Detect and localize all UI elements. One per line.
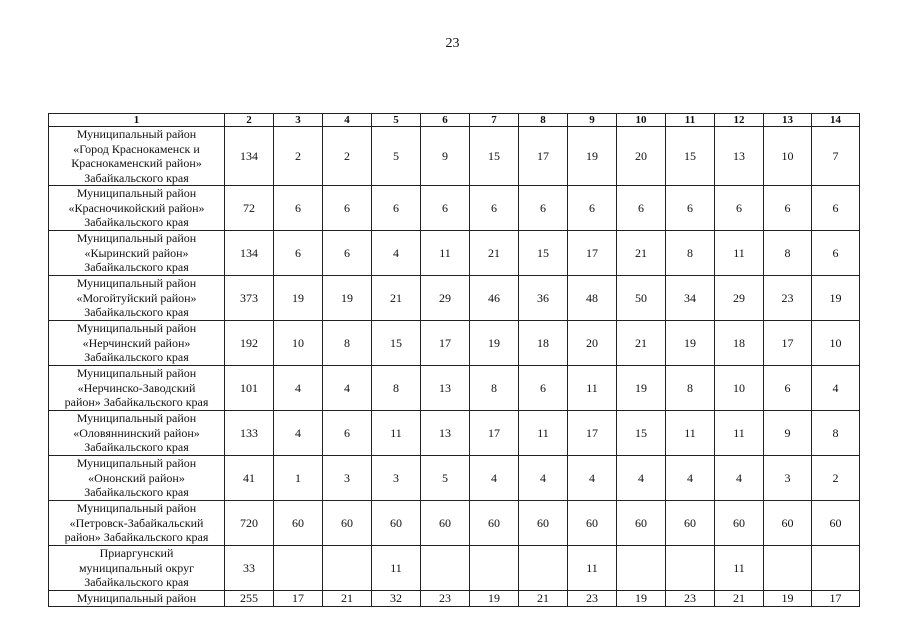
- value-cell: 6: [323, 231, 372, 276]
- value-cell: 20: [568, 321, 617, 366]
- value-cell: [666, 546, 715, 591]
- value-cell: 4: [715, 456, 764, 501]
- district-name-cell: [49, 456, 225, 501]
- value-cell: 46: [470, 276, 519, 321]
- district-name-line: «Красночикойский район»: [68, 200, 205, 215]
- value-cell: 11: [666, 411, 715, 456]
- district-name-line: «Оловяннинский район»: [73, 425, 200, 440]
- table-row: [49, 501, 860, 546]
- district-name-cell: [49, 501, 225, 546]
- value-cell: 60: [519, 501, 568, 546]
- value-cell: 6: [764, 366, 812, 411]
- district-name-line: Муниципальный район: [76, 366, 197, 381]
- value-cell: 192: [225, 321, 274, 366]
- district-name-line: Приаргунский: [99, 546, 174, 561]
- value-cell: 13: [715, 127, 764, 186]
- district-name-line: Краснокаменский район»: [71, 156, 202, 170]
- district-name-line: Забайкальского края: [84, 260, 189, 275]
- table-row: [49, 321, 860, 366]
- value-cell: [274, 546, 323, 591]
- column-header: 7: [470, 114, 519, 127]
- column-header: 6: [421, 114, 470, 127]
- district-name-line: район» Забайкальского края: [64, 530, 209, 545]
- value-cell: 4: [617, 456, 666, 501]
- value-cell: 10: [274, 321, 323, 366]
- table-row: [49, 231, 860, 276]
- value-cell: 4: [568, 456, 617, 501]
- column-header: 12: [715, 114, 764, 127]
- district-name-line: «Ононский район»: [88, 470, 185, 485]
- value-cell: 21: [617, 321, 666, 366]
- district-name-line: Забайкальского края: [84, 215, 189, 230]
- value-cell: 19: [764, 591, 812, 607]
- value-cell: 60: [666, 501, 715, 546]
- value-cell: [323, 546, 372, 591]
- district-name-cell: [49, 366, 225, 411]
- district-name-line: «Кыринский район»: [84, 245, 189, 260]
- value-cell: 11: [372, 411, 421, 456]
- value-cell: 11: [372, 546, 421, 591]
- value-cell: 21: [323, 591, 372, 607]
- value-cell: 4: [372, 231, 421, 276]
- value-cell: 3: [372, 456, 421, 501]
- value-cell: 21: [715, 591, 764, 607]
- district-name-line: район» Забайкальского края: [64, 395, 209, 410]
- district-name-line: Муниципальный район: [76, 127, 197, 141]
- value-cell: 6: [666, 186, 715, 231]
- value-cell: 60: [617, 501, 666, 546]
- value-cell: 15: [372, 321, 421, 366]
- value-cell: 1: [274, 456, 323, 501]
- value-cell: 36: [519, 276, 568, 321]
- district-name-line: Муниципальный район: [76, 186, 197, 201]
- district-name-line: Муниципальный район: [76, 321, 197, 336]
- value-cell: 2: [812, 456, 860, 501]
- column-header: 5: [372, 114, 421, 127]
- district-name-line: «Город Краснокаменск и: [73, 141, 200, 156]
- district-name-line: Муниципальный район: [76, 276, 197, 291]
- value-cell: 11: [568, 546, 617, 591]
- value-cell: 8: [323, 321, 372, 366]
- value-cell: 101: [225, 366, 274, 411]
- value-cell: 17: [568, 231, 617, 276]
- value-cell: 10: [812, 321, 860, 366]
- value-cell: 19: [470, 321, 519, 366]
- value-cell: 11: [568, 366, 617, 411]
- value-cell: 6: [421, 186, 470, 231]
- value-cell: 7: [812, 127, 860, 186]
- district-name-line: Забайкальского края: [84, 485, 189, 500]
- value-cell: 23: [764, 276, 812, 321]
- value-cell: 15: [666, 127, 715, 186]
- district-name-cell: [49, 186, 225, 231]
- district-name-line: «Нерчинско-Заводский: [77, 380, 196, 395]
- value-cell: 8: [812, 411, 860, 456]
- table-row: [49, 186, 860, 231]
- value-cell: 255: [225, 591, 274, 607]
- district-name-line: «Петровск-Забайкальский: [69, 515, 204, 530]
- district-name-cell: [49, 591, 225, 607]
- value-cell: 21: [372, 276, 421, 321]
- table-row: [49, 591, 860, 607]
- value-cell: 8: [666, 231, 715, 276]
- value-cell: 20: [617, 127, 666, 186]
- value-cell: 60: [372, 501, 421, 546]
- district-name-cell: [49, 411, 225, 456]
- column-header: 3: [274, 114, 323, 127]
- value-cell: 6: [274, 186, 323, 231]
- value-cell: 373: [225, 276, 274, 321]
- table-row: [49, 366, 860, 411]
- value-cell: 6: [519, 366, 568, 411]
- district-name-cell: [49, 546, 225, 591]
- district-name-line: муниципальный округ: [78, 560, 195, 575]
- value-cell: 60: [323, 501, 372, 546]
- value-cell: 23: [666, 591, 715, 607]
- value-cell: 6: [274, 231, 323, 276]
- value-cell: 21: [617, 231, 666, 276]
- table-row: [49, 127, 860, 186]
- table-row: [49, 276, 860, 321]
- value-cell: 3: [764, 456, 812, 501]
- column-header: 8: [519, 114, 568, 127]
- page-number: 23: [445, 36, 460, 51]
- column-header: 2: [225, 114, 274, 127]
- value-cell: 19: [274, 276, 323, 321]
- value-cell: 29: [715, 276, 764, 321]
- value-cell: 13: [421, 366, 470, 411]
- value-cell: 10: [764, 127, 812, 186]
- value-cell: [421, 546, 470, 591]
- value-cell: 6: [764, 186, 812, 231]
- value-cell: 48: [568, 276, 617, 321]
- value-cell: [470, 546, 519, 591]
- value-cell: 17: [274, 591, 323, 607]
- table-row: [49, 456, 860, 501]
- district-name-line: Муниципальный район: [76, 231, 197, 246]
- column-header: 14: [812, 114, 860, 127]
- table-body: [49, 127, 860, 607]
- value-cell: 8: [372, 366, 421, 411]
- value-cell: 133: [225, 411, 274, 456]
- value-cell: 33: [225, 546, 274, 591]
- value-cell: 6: [568, 186, 617, 231]
- value-cell: 60: [715, 501, 764, 546]
- value-cell: 19: [617, 366, 666, 411]
- value-cell: [812, 546, 860, 591]
- column-header: 10: [617, 114, 666, 127]
- value-cell: 17: [470, 411, 519, 456]
- value-cell: 17: [568, 411, 617, 456]
- value-cell: 60: [568, 501, 617, 546]
- value-cell: 13: [421, 411, 470, 456]
- value-cell: 4: [812, 366, 860, 411]
- value-cell: 50: [617, 276, 666, 321]
- value-cell: 60: [274, 501, 323, 546]
- value-cell: 11: [421, 231, 470, 276]
- value-cell: 6: [715, 186, 764, 231]
- district-name-line: Муниципальный район: [76, 591, 197, 605]
- column-header: 1: [49, 114, 225, 127]
- value-cell: 4: [519, 456, 568, 501]
- value-cell: [617, 546, 666, 591]
- value-cell: 17: [519, 127, 568, 186]
- district-name-line: «Нерчинский район»: [82, 335, 191, 350]
- value-cell: 23: [421, 591, 470, 607]
- value-cell: 4: [323, 366, 372, 411]
- district-name-line: Забайкальского края: [84, 170, 189, 185]
- column-header: 13: [764, 114, 812, 127]
- value-cell: 11: [715, 411, 764, 456]
- value-cell: 32: [372, 591, 421, 607]
- district-name-line: Забайкальского края: [84, 305, 189, 320]
- value-cell: 17: [421, 321, 470, 366]
- value-cell: 60: [421, 501, 470, 546]
- value-cell: 8: [470, 366, 519, 411]
- value-cell: 6: [323, 186, 372, 231]
- value-cell: 60: [764, 501, 812, 546]
- value-cell: 4: [274, 366, 323, 411]
- table-row: [49, 546, 860, 591]
- district-name-line: Муниципальный район: [76, 411, 197, 426]
- value-cell: 29: [421, 276, 470, 321]
- column-header: 9: [568, 114, 617, 127]
- value-cell: 17: [812, 591, 860, 607]
- value-cell: 15: [470, 127, 519, 186]
- value-cell: 8: [666, 366, 715, 411]
- value-cell: 2: [274, 127, 323, 186]
- value-cell: 17: [764, 321, 812, 366]
- value-cell: 5: [372, 127, 421, 186]
- value-cell: 11: [519, 411, 568, 456]
- district-name-line: «Могойтуйский район»: [76, 290, 197, 305]
- value-cell: 134: [225, 231, 274, 276]
- value-cell: 9: [764, 411, 812, 456]
- header-row: [49, 114, 860, 127]
- value-cell: 5: [421, 456, 470, 501]
- value-cell: 15: [519, 231, 568, 276]
- value-cell: 6: [323, 411, 372, 456]
- table-row: [49, 411, 860, 456]
- value-cell: 6: [812, 186, 860, 231]
- column-header: 11: [666, 114, 715, 127]
- value-cell: 3: [323, 456, 372, 501]
- district-name-cell: [49, 276, 225, 321]
- value-cell: 19: [812, 276, 860, 321]
- value-cell: 11: [715, 231, 764, 276]
- value-cell: 2: [323, 127, 372, 186]
- value-cell: 19: [568, 127, 617, 186]
- value-cell: 18: [519, 321, 568, 366]
- value-cell: 6: [519, 186, 568, 231]
- value-cell: 19: [323, 276, 372, 321]
- value-cell: 34: [666, 276, 715, 321]
- value-cell: 6: [470, 186, 519, 231]
- value-cell: [764, 546, 812, 591]
- value-cell: 41: [225, 456, 274, 501]
- value-cell: 6: [812, 231, 860, 276]
- value-cell: 19: [666, 321, 715, 366]
- value-cell: [519, 546, 568, 591]
- value-cell: 19: [470, 591, 519, 607]
- value-cell: 11: [715, 546, 764, 591]
- value-cell: 15: [617, 411, 666, 456]
- value-cell: 23: [568, 591, 617, 607]
- value-cell: 60: [812, 501, 860, 546]
- value-cell: 21: [519, 591, 568, 607]
- district-name-line: Забайкальского края: [84, 575, 189, 590]
- value-cell: 6: [372, 186, 421, 231]
- value-cell: 72: [225, 186, 274, 231]
- value-cell: 4: [470, 456, 519, 501]
- value-cell: 720: [225, 501, 274, 546]
- district-name-cell: [49, 127, 225, 186]
- column-header: 4: [323, 114, 372, 127]
- value-cell: 19: [617, 591, 666, 607]
- district-name-line: Забайкальского края: [84, 350, 189, 365]
- data-table: [48, 113, 860, 607]
- district-name-line: Забайкальского края: [84, 440, 189, 455]
- district-name-cell: [49, 321, 225, 366]
- value-cell: 6: [617, 186, 666, 231]
- value-cell: 134: [225, 127, 274, 186]
- value-cell: 21: [470, 231, 519, 276]
- value-cell: 10: [715, 366, 764, 411]
- value-cell: 9: [421, 127, 470, 186]
- value-cell: 4: [274, 411, 323, 456]
- value-cell: 18: [715, 321, 764, 366]
- value-cell: 4: [666, 456, 715, 501]
- district-name-line: Муниципальный район: [76, 501, 197, 516]
- value-cell: 8: [764, 231, 812, 276]
- district-name-line: Муниципальный район: [76, 456, 197, 471]
- district-name-cell: [49, 231, 225, 276]
- value-cell: 60: [470, 501, 519, 546]
